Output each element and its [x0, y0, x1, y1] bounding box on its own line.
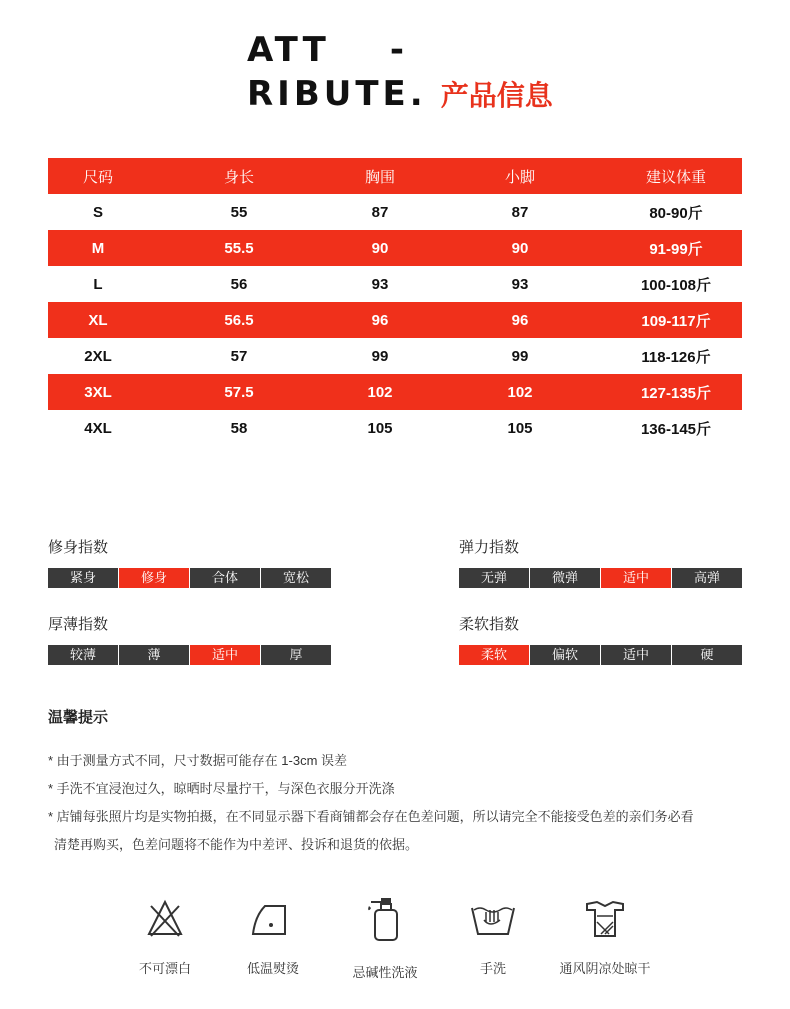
- care-label: 低温熨烫: [246, 961, 299, 976]
- table-cell: 96: [511, 311, 529, 329]
- table-cell: 127-135斤: [640, 384, 712, 402]
- title-dash: -: [389, 30, 408, 70]
- table-cell: 56: [230, 275, 248, 293]
- table-cell: 136-145斤: [640, 420, 712, 438]
- column-header: 尺码: [82, 168, 113, 186]
- thickness-index-bar: [48, 645, 332, 665]
- no-bleach-icon: [143, 896, 187, 940]
- softness-index-bar: [459, 645, 743, 665]
- table-cell: 102: [507, 383, 533, 401]
- table-cell: 93: [371, 275, 389, 293]
- table-cell: L: [93, 275, 103, 293]
- thickness-index-title: 厚薄指数: [48, 616, 109, 633]
- table-cell: 87: [511, 203, 529, 221]
- softness-option: 柔软: [459, 645, 529, 665]
- tips-section: [48, 706, 748, 859]
- table-cell: 109-117斤: [641, 312, 711, 330]
- softness-index: [459, 613, 743, 665]
- column-header: 身长: [223, 168, 254, 186]
- table-cell: 90: [371, 239, 389, 257]
- care-label: 通风阴凉处晾干: [559, 961, 651, 976]
- thickness-option: 适中: [190, 645, 260, 665]
- table-cell: 80-90斤: [649, 204, 703, 222]
- table-cell: 105: [367, 419, 393, 437]
- table-cell: 56.5: [224, 311, 254, 329]
- elasticity-option: 无弹: [459, 568, 529, 588]
- table-cell: 3XL: [84, 383, 112, 401]
- fit-option: 修身: [119, 568, 189, 588]
- softness-option: 适中: [601, 645, 671, 665]
- no-alkaline-detergent-icon: [363, 896, 407, 944]
- table-cell: 58: [230, 419, 248, 437]
- elasticity-option: 微弹: [530, 568, 600, 588]
- care-item: [218, 896, 328, 977]
- table-cell: 55.5: [224, 239, 254, 257]
- table-cell: 99: [371, 347, 389, 365]
- table-cell: 105: [507, 419, 533, 437]
- table-cell: 118-126斤: [641, 348, 711, 366]
- fit-option: 宽松: [261, 568, 331, 588]
- title-att: ATT: [247, 30, 330, 70]
- elasticity-option: 适中: [601, 568, 671, 588]
- table-cell: 100-108斤: [640, 276, 712, 294]
- table-cell: 55: [230, 203, 248, 221]
- header: [247, 28, 553, 118]
- table-cell: 2XL: [84, 347, 112, 365]
- column-header: 胸围: [364, 168, 395, 186]
- title-english-line-2: [247, 72, 553, 118]
- care-label: 不可漂白: [138, 961, 191, 976]
- table-row: [48, 374, 742, 410]
- title-chinese: 产品信息: [440, 79, 553, 112]
- table-cell: 90: [511, 239, 529, 257]
- table-row: [48, 230, 742, 266]
- fit-index: [48, 536, 332, 588]
- title-english-line-1: [247, 28, 553, 72]
- table-row: [48, 194, 742, 230]
- table-cell: M: [91, 239, 105, 257]
- column-header: 小脚: [504, 168, 535, 186]
- table-cell: 102: [367, 383, 393, 401]
- table-cell: S: [92, 203, 103, 221]
- care-item: [550, 896, 660, 977]
- table-header-row: [48, 158, 742, 194]
- fit-index-bar: [48, 568, 332, 588]
- thickness-option: 薄: [119, 645, 189, 665]
- low-iron-icon: [249, 896, 297, 940]
- table-cell: 57: [230, 347, 248, 365]
- table-row: [48, 302, 742, 338]
- table-cell: 91-99斤: [649, 240, 703, 258]
- tip-item: * 由于测量方式不同，尺寸数据可能存在 1-3cm 误差: [48, 753, 348, 768]
- title-ribute: RIBUTE.: [247, 74, 427, 114]
- elasticity-index: [459, 536, 743, 588]
- tip-item-continuation: 清楚再购买，色差问题将不能作为中差评、投诉和退货的依据。: [54, 837, 419, 852]
- fit-option: 紧身: [48, 568, 118, 588]
- tip-item: * 店铺每张照片均是实物拍摄，在不同显示器下看商铺都会存在色差问题，所以请完全不能接受色差的亲们务必看: [48, 809, 694, 824]
- column-header: 建议体重: [645, 168, 706, 186]
- table-cell: XL: [88, 311, 108, 329]
- table-cell: 99: [511, 347, 529, 365]
- shade-dry-icon: [583, 896, 627, 940]
- table-row: [48, 338, 742, 374]
- care-item: [330, 896, 440, 981]
- table-row: [48, 410, 742, 446]
- tips-title: 温馨提示: [48, 709, 109, 726]
- table-cell: 96: [371, 311, 389, 329]
- size-table: [48, 158, 742, 446]
- table-cell: 4XL: [84, 419, 112, 437]
- thickness-index: [48, 613, 332, 665]
- fit-index-title: 修身指数: [48, 539, 109, 556]
- elasticity-option: 高弹: [672, 568, 742, 588]
- softness-option: 硬: [672, 645, 742, 665]
- table-cell: 87: [371, 203, 389, 221]
- table-cell: 93: [511, 275, 529, 293]
- table-row: [48, 266, 742, 302]
- hand-wash-icon: [468, 896, 518, 940]
- elasticity-index-bar: [459, 568, 743, 588]
- care-label: 忌碱性洗液: [352, 965, 418, 980]
- care-label: 手洗: [479, 961, 506, 976]
- softness-index-title: 柔软指数: [459, 616, 520, 633]
- softness-option: 偏软: [530, 645, 600, 665]
- tip-item: * 手洗不宜浸泡过久，晾晒时尽量拧干，与深色衣服分开洗涤: [48, 781, 395, 796]
- care-item: [438, 896, 548, 977]
- table-cell: 57.5: [224, 383, 254, 401]
- thickness-option: 厚: [261, 645, 331, 665]
- elasticity-index-title: 弹力指数: [459, 539, 520, 556]
- fit-option: 合体: [190, 568, 260, 588]
- thickness-option: 较薄: [48, 645, 118, 665]
- care-item: [110, 896, 220, 977]
